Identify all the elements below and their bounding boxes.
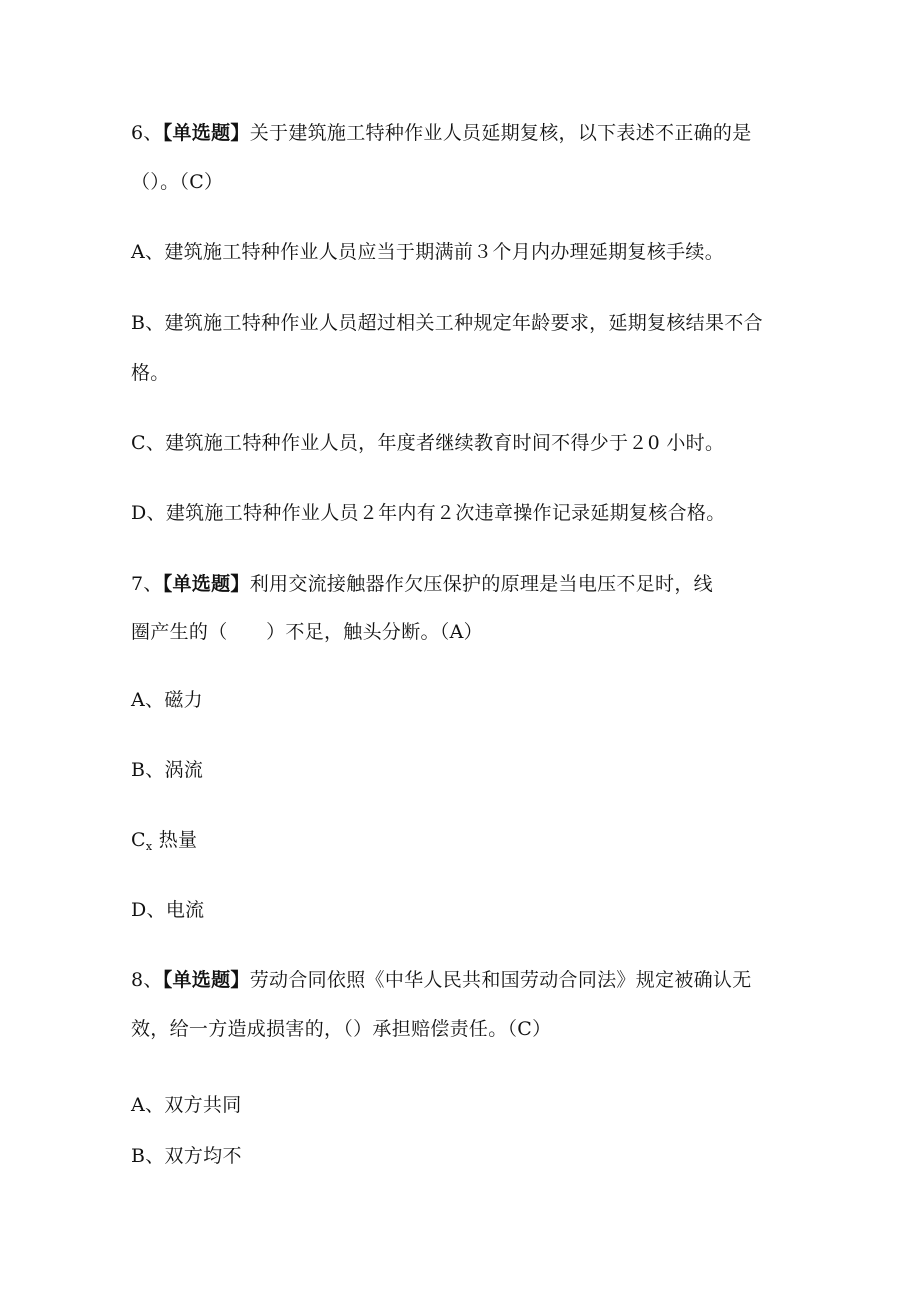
question-7-type-tag: 【单选题】: [162, 573, 250, 595]
question-6-number: 6、: [131, 122, 163, 144]
question-8-number: 8、: [131, 969, 163, 991]
question-7-option-c: [131, 828, 197, 859]
question-6-option-a: A、建筑施工特种作业人员应当于期满前３个月内办理延期复核手续。: [131, 241, 725, 263]
question-7-option-b: B、涡流: [131, 759, 204, 781]
question-8-option-a: A、双方共同: [131, 1094, 242, 1116]
question-7-stem-line-2: 圈产生的（ ）不足，触头分断。（A）: [131, 621, 483, 643]
question-8-stem-text: 劳动合同依照《中华人民共和国劳动合同法》规定被确认无: [249, 969, 752, 991]
question-7-stem-text: 利用交流接触器作欠压保护的原理是当电压不足时，线: [249, 573, 713, 595]
question-6-option-d: D、建筑施工特种作业人员２年内有２次违章操作记录延期复核合格。: [131, 502, 726, 524]
question-7-option-c-subscript: x: [145, 840, 153, 853]
question-7-option-c-text: 热量: [158, 829, 198, 851]
question-6-option-b: B、建筑施工特种作业人员超过相关工种规定年龄要求，延期复核结果不合: [131, 312, 763, 334]
question-8-stem-line-2: 效，给一方造成损害的，（）承担赔偿责任。（C）: [131, 1018, 552, 1040]
question-8-type-tag: 【单选题】: [162, 969, 250, 991]
question-8-option-b: B、双方均不: [131, 1145, 242, 1167]
question-8-stem-line-1: [131, 968, 752, 992]
question-6-type-tag: 【单选题】: [162, 122, 250, 144]
question-6-stem-line-1: [131, 121, 752, 145]
question-7-option-d: D、电流: [131, 899, 205, 921]
question-7-stem-line-1: [131, 572, 713, 596]
question-7-number: 7、: [131, 573, 163, 595]
question-6-option-b-continued: 格。: [131, 362, 170, 384]
question-7-option-c-letter: C: [131, 829, 146, 851]
question-6-stem-line-2: （）。（C）: [131, 171, 224, 193]
question-6-stem-text: 关于建筑施工特种作业人员延期复核，以下表述不正确的是: [249, 122, 752, 144]
question-6-option-c: C、建筑施工特种作业人员，年度者继续教育时间不得少于２0 小时。: [131, 432, 725, 454]
question-7-option-a: A、磁力: [131, 689, 203, 711]
